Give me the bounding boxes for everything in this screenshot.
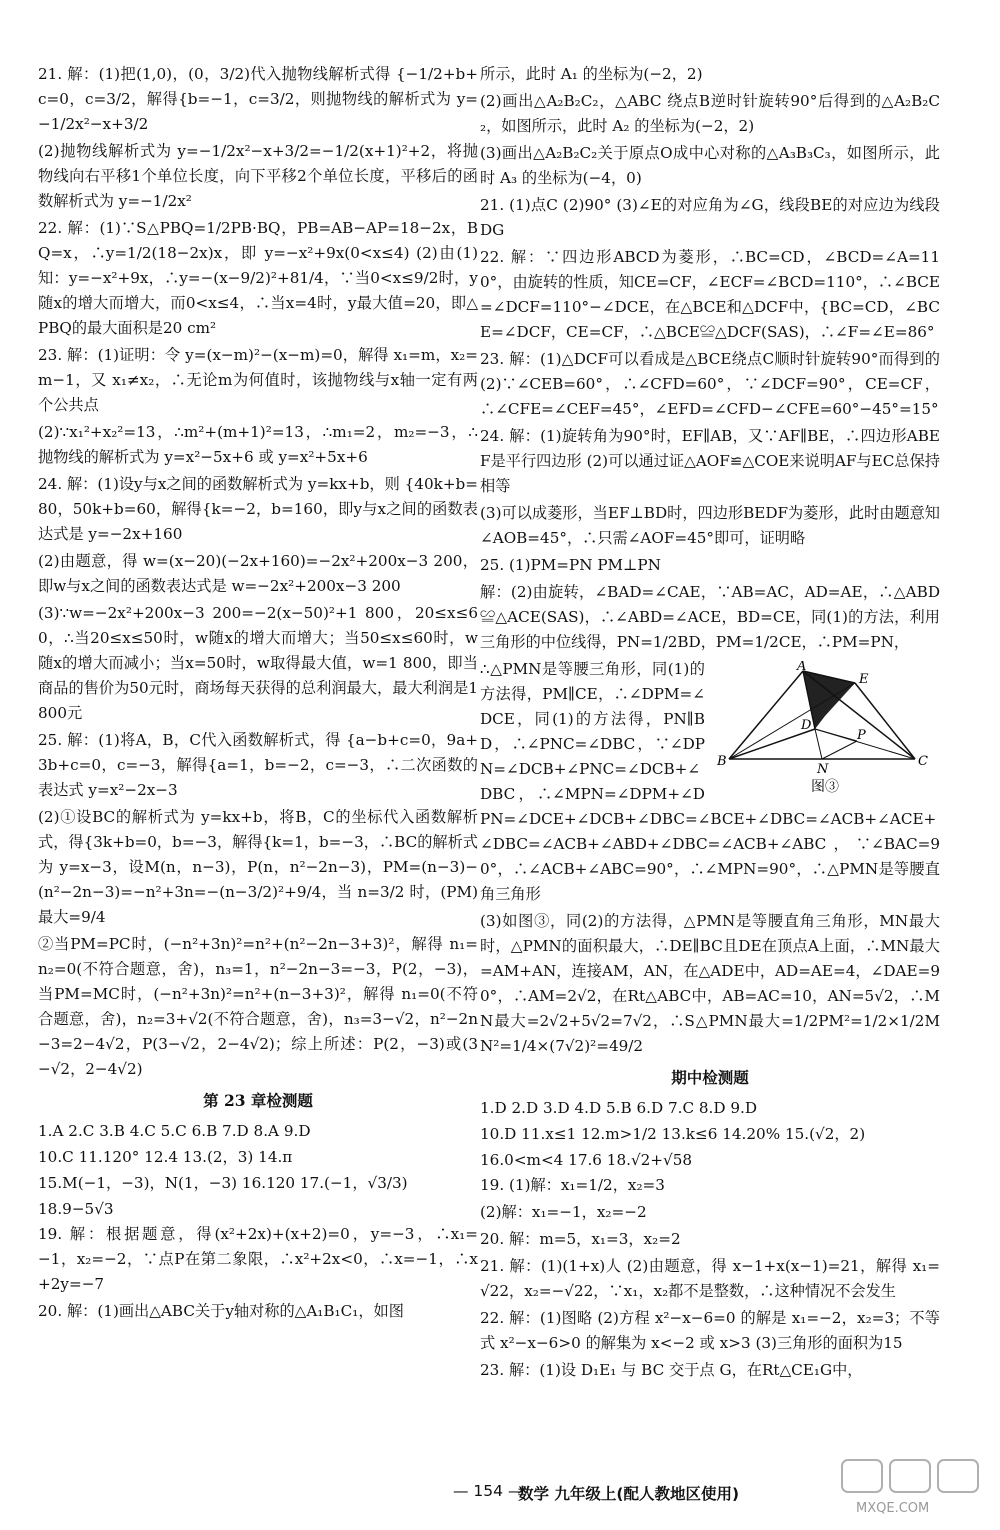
figure-caption: 图③ — [811, 779, 839, 795]
right-q19a: 19. (1)解：x₁=1/2，x₂=3 — [480, 1176, 665, 1194]
page-footer — [0, 1476, 1000, 1516]
left-q21b: (2)抛物线解析式为 y=−1/2x²−x+3/2=−1/2(x+1)²+2，将抛物线向右平移1个单位长度，向下平移2个单位长度，平移后的函数解析式为 y=−1/2x² — [38, 142, 478, 210]
right-column — [480, 62, 940, 1385]
answer-line: 1.D 2.D 3.D 4.D 5.B 6.D 7.C 8.D 9.D — [480, 1099, 758, 1117]
answer-line: 15.M(−1，−3)，N(1，−3) 16.120 17.(−1，√3/3) — [38, 1174, 408, 1192]
figure-label: B — [717, 754, 727, 769]
geometry-figure — [715, 661, 940, 796]
figure-label: D — [801, 718, 812, 733]
segment-ec — [855, 683, 915, 759]
right-q25a: 25. (1)PM=PN PM⊥PN — [480, 556, 661, 574]
right-q22: 22. 解：∵四边形ABCD为菱形，∴BC=CD，∠BCD=∠A=110°，由旋转的性质，知CE=CF，∠ECF=∠BCD=110°，∴∠BCE=∠DCF=110°−∠DCE，在△BCE和△DCF中，{BC=CD，∠BCE=∠DCF，CE=CF，∴△BCE≌△DCF(SAS)，∴∠F=∠E=86° — [480, 248, 940, 341]
right-q24b: (3)可以成菱形，当EF⊥BD时，四边形BEDF为菱形，此时由题意知∠AOB=45°，∴只需∠AOF=45°即可，证明略 — [480, 504, 940, 547]
segment-dn — [815, 729, 822, 759]
segment-dp — [815, 729, 857, 741]
right-q20c: (3)画出△A₂B₂C₂关于原点O成中心对称的△A₃B₃C₃，如图所示，此时 A₃ 的坐标为(−4，0) — [480, 144, 940, 187]
watermark-box — [842, 1460, 882, 1492]
right-q21b: 21. 解：(1)(1+x)人 (2)由题意，得 x−1+x(x−1)=21，解得 x₁=√22，x₂=−√22，∵x₁，x₂都不是整数，∴这种情况不会发生 — [480, 1257, 940, 1300]
right-q20a: 所示，此时 A₁ 的坐标为(−2，2) — [480, 65, 703, 83]
left-q24a: 24. 解：(1)设y与x之间的函数解析式为 y=kx+b，则 {40k+b=80，50k+b=60，解得{k=−2，b=160，即y与x之间的函数表达式是 y=−2x+160 — [38, 475, 478, 543]
left-q20: 20. 解：(1)画出△ABC关于y轴对称的△A₁B₁C₁，如图 — [38, 1302, 404, 1320]
watermark-text: MXQE.COM — [856, 1501, 930, 1516]
right-q23b: 23. 解：(1)设 D₁E₁ 与 BC 交于点 G，在Rt△CE₁G中， — [480, 1361, 863, 1379]
right-q25d: (3)如图③，同(2)的方法得，△PMN是等腰直角三角形，MN最大时，△PMN的面积最大，∴DE∥BC且DE在顶点A上面，∴MN最大=AM+AN，连接AM，AN，在△ADE中，AD=AE=4，∠DAE=90°，∴AM=2√2，在Rt△ABC中，AB=AC=10，AN=5√2，∴MN最大=2√2+5√2=7√2，∴S△PMN最大=1/2PM²=1/2×1/2MN²=1/4×(7√2)²=49/2 — [480, 912, 940, 1055]
right-q20b: (2)画出△A₂B₂C₂，△ABC 绕点B逆时针旋转90°后得到的△A₂B₂C₂，如图所示，此时 A₂ 的坐标为(−2，2) — [480, 92, 940, 135]
left-q21a: 21. 解：(1)把(1,0)，(0，3/2)代入抛物线解析式得 {−1/2+b+c=0，c=3/2，解得{b=−1，c=3/2，则抛物线的解析式为 y=−1/2x²−x+3/2 — [38, 65, 478, 133]
right-q23: 23. 解：(1)△DCF可以看成是△BCE绕点C顺时针旋转90°而得到的 (2)∵∠CEB=60°，∴∠CFD=60°，∵∠DCF=90°，CE=CF，∴∠CFE=∠CEF=45°，∠EFD=∠CFD−∠CFE=60°−45°=15° — [480, 350, 940, 418]
right-q25c: ∴△PMN是等腰三角形，同(1)的方法得，PM∥CE，∴∠DPM=∠DCE，同(1)的方法得，PN∥BD，∴∠PNC=∠DBC，∵∠DPN=∠DCB+∠PNC=∠DCB+∠DBC，∴∠MPN=∠DPM+∠DPN=∠DCE+∠DCB+∠DBC=∠BCE+∠DBC=∠ACB+∠ACE+∠DBC=∠ACB+∠ABD+∠DBC=∠ACB+∠ABC，∵∠BAC=90°，∴∠ACB+∠ABC=90°，∴∠MPN=90°，∴△PMN是等腰直角三角形 — [480, 660, 940, 903]
left-q25b: (2)①设BC的解析式为 y=kx+b，将B，C的坐标代入函数解析式，得{3k+b=0，b=−3，解得{k=1，b=−3，∴BC的解析式为 y=x−3，设M(n，n−3)，P(n，n²−2n−3)，PM=(n−3)−(n²−2n−3)=−n²+3n=−(n−3/2)²+9/4，当 n=3/2 时，(PM)最大=9/4 — [38, 808, 478, 926]
answer-line: 10.D 11.x≤1 12.m>1/2 13.k≤6 14.20% 15.(√2，2) 16.0<m<4 17.6 18.√2+√58 — [480, 1125, 866, 1169]
left-q19: 19. 解：根据题意，得(x²+2x)+(x+2)=0，y=−3，∴x₁=−1，x₂=−2，∵点P在第二象限，∴x²+2x<0，∴x=−1，∴x+2y=−7 — [38, 1225, 478, 1293]
left-column — [38, 62, 478, 1326]
left-q25a: 25. 解：(1)将A，B，C代入函数解析式，得 {a−b+c=0，9a+3b+c=0，c=−3，解得{a=1，b=−2，c=−3，∴二次函数的表达式 y=x²−2x−3 — [38, 731, 478, 799]
watermark-box — [938, 1460, 978, 1492]
answer-line: 10.C 11.120° 12.4 13.(2，3) 14.π — [38, 1148, 293, 1166]
watermark-logo — [836, 1458, 986, 1516]
chapter23-answers — [38, 1118, 478, 1222]
figure-label: E — [859, 672, 869, 687]
subject-label: 数学 九年级上(配人教地区使用) — [518, 1485, 740, 1503]
left-q25c: ②当PM=PC时，(−n²+3n)²=n²+(n²−2n−3+3)²，解得 n₁=n₂=0(不符合题意，舍)，n₃=1，n²−2n−3=−3，P(2，−3)，当PM=MC时，(−n²+3n)²=n²+(n−3+3)²，解得 n₁=0(不符合题意，舍)，n₂=3+√2(不符合题意，舍)，n₃=3−√2，n²−2n−3=2−4√2，P(3−√2，2−4√2)；综上所述：P(2，−3)或(3−√2，2−4√2) — [38, 935, 478, 1078]
right-q19b: (2)解：x₁=−1，x₂=−2 — [480, 1203, 647, 1221]
left-q24b: (2)由题意，得 w=(x−20)(−2x+160)=−2x²+200x−3 200，即w与x之间的函数表达式是 w=−2x²+200x−3 200 — [38, 552, 478, 595]
right-q25b: 解：(2)由旋转，∠BAD=∠CAE，∵AB=AC，AD=AE，∴△ABD≌△ACE(SAS)，∴∠ABD=∠ACE，BD=CE，同(1)的方法，利用三角形的中位线得，PN=1/2BD，PM=1/2CE，∴PM=PN， — [480, 583, 940, 651]
left-q23b: (2)∵x₁²+x₂²=13，∴m²+(m+1)²=13，∴m₁=2，m₂=−3，∴抛物线的解析式为 y=x²−5x+6 或 y=x²+5x+6 — [38, 423, 478, 466]
left-q23a: 23. 解：(1)证明：令 y=(x−m)²−(x−m)=0，解得 x₁=m，x₂=m−1，又 x₁≠x₂，∴无论m为何值时，该抛物线与x轴一定有两个公共点 — [38, 346, 478, 414]
figure-label: N — [817, 762, 829, 777]
segment-np — [822, 741, 857, 759]
answer-line: 1.A 2.C 3.B 4.C 5.C 6.B 7.D 8.A 9.D — [38, 1122, 311, 1140]
page-number: — 154 — — [453, 1482, 524, 1500]
figure-label: A — [797, 661, 807, 674]
right-q21: 21. (1)点C (2)90° (3)∠E的对应角为∠G，线段BE的对应边为线段DG — [480, 196, 940, 239]
watermark-box — [890, 1460, 930, 1492]
figure-label: C — [918, 754, 928, 769]
right-q22b: 22. 解：(1)图略 (2)方程 x²−x−6=0 的解是 x₁=−2，x₂=3；不等式 x²−x−6>0 的解集为 x<−2 或 x>3 (3)三角形的面积为15 — [480, 1309, 940, 1352]
figure-label: P — [857, 728, 866, 743]
segment-be — [729, 683, 855, 759]
left-q24c: (3)∵w=−2x²+200x−3 200=−2(x−50)²+1 800，20≤x≤60，∴当20≤x≤50时，w随x的增大而增大；当50≤x≤60时，w随x的增大而减小；当x=50时，w取得最大值，w=1 800，即当商品的售价为50元时，商场每天获得的总利润最大，最大利润是1 800元 — [38, 604, 478, 722]
right-q24a: 24. 解：(1)旋转角为90°时，EF∥AB，又∵AF∥BE，∴四边形ABEF是平行四边形 (2)可以通过证△AOF≌△COE来说明AF与EC总保持相等 — [480, 427, 940, 495]
left-q22: 22. 解：(1)∵S△PBQ=1/2PB·BQ，PB=AB−AP=18−2x，BQ=x，∴y=1/2(18−2x)x，即 y=−x²+9x(0<x≤4) (2)由(1)知：y=−x²+9x，∴y=−(x−9/2)²+81/4，∵当0<x≤9/2时，y随x的增大而增大，而0<x≤4，∴当x=4时，y最大值=20，即△PBQ的最大面积是20 cm² — [38, 219, 478, 337]
right-q20: 20. 解：m=5，x₁=3，x₂=2 — [480, 1230, 681, 1248]
midterm-answers — [480, 1095, 940, 1173]
midterm-heading: 期中检测题 — [671, 1068, 749, 1087]
chapter23-heading: 第 23 章检测题 — [203, 1091, 313, 1110]
answer-line: 18.9−5√3 — [38, 1200, 114, 1218]
